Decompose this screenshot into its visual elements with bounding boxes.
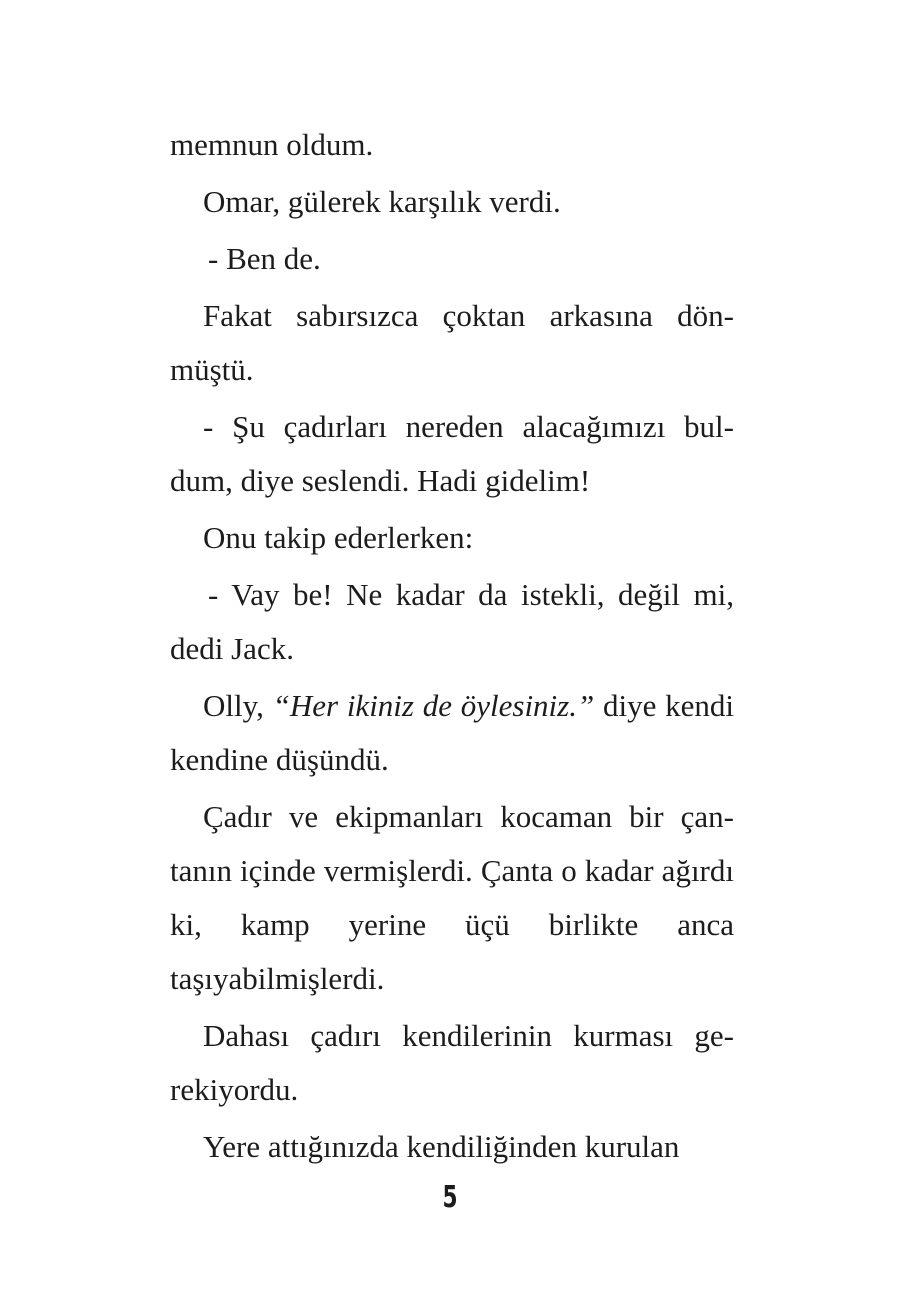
olly-thought-lead: Olly, (203, 688, 273, 723)
paragraph-impatient: Fakat sabırsızca çoktan arkasına dön-müştü. (170, 298, 734, 387)
paragraph-omar-reply: Omar, gülerek karşılık verdi. (203, 184, 561, 219)
paragraph-popup-tent: Yere attığınızda kendiliğinden kurulan (203, 1129, 680, 1164)
paragraph-setup-required: Dahası çadırı kendilerinin kurması ge-rekiyordu. (170, 1018, 734, 1107)
paragraph-following: Onu takip ederlerken: (203, 520, 474, 555)
paragraph-olly-thought (170, 679, 734, 787)
paragraph-tent-bag: Çadır ve ekipmanları kocaman bir çan-tanın içinde vermişlerdi. Çanta o kadar ağırdı ki, kamp yerine üçü birlikte anca taşıyabilmişlerdi. (170, 799, 734, 996)
paragraph-continuation: memnun oldum. (170, 127, 374, 162)
page-number: 5 (442, 1180, 458, 1215)
olly-thought-italic: “Her ikiniz de öylesiniz.” (272, 688, 595, 723)
book-page-text (170, 118, 734, 1177)
olly-thought-tail: diye kendi kendine düşündü. (170, 688, 734, 777)
paragraph-dialogue-tents: - Şu çadırları nereden alacağımızı bul-dum, diye seslendi. Hadi gidelim! (170, 409, 734, 498)
paragraph-dialogue-ben-de: - Ben de. (208, 241, 321, 276)
paragraph-dialogue-jack: - Vay be! Ne kadar da istekli, değil mi, dedi Jack. (170, 577, 734, 666)
